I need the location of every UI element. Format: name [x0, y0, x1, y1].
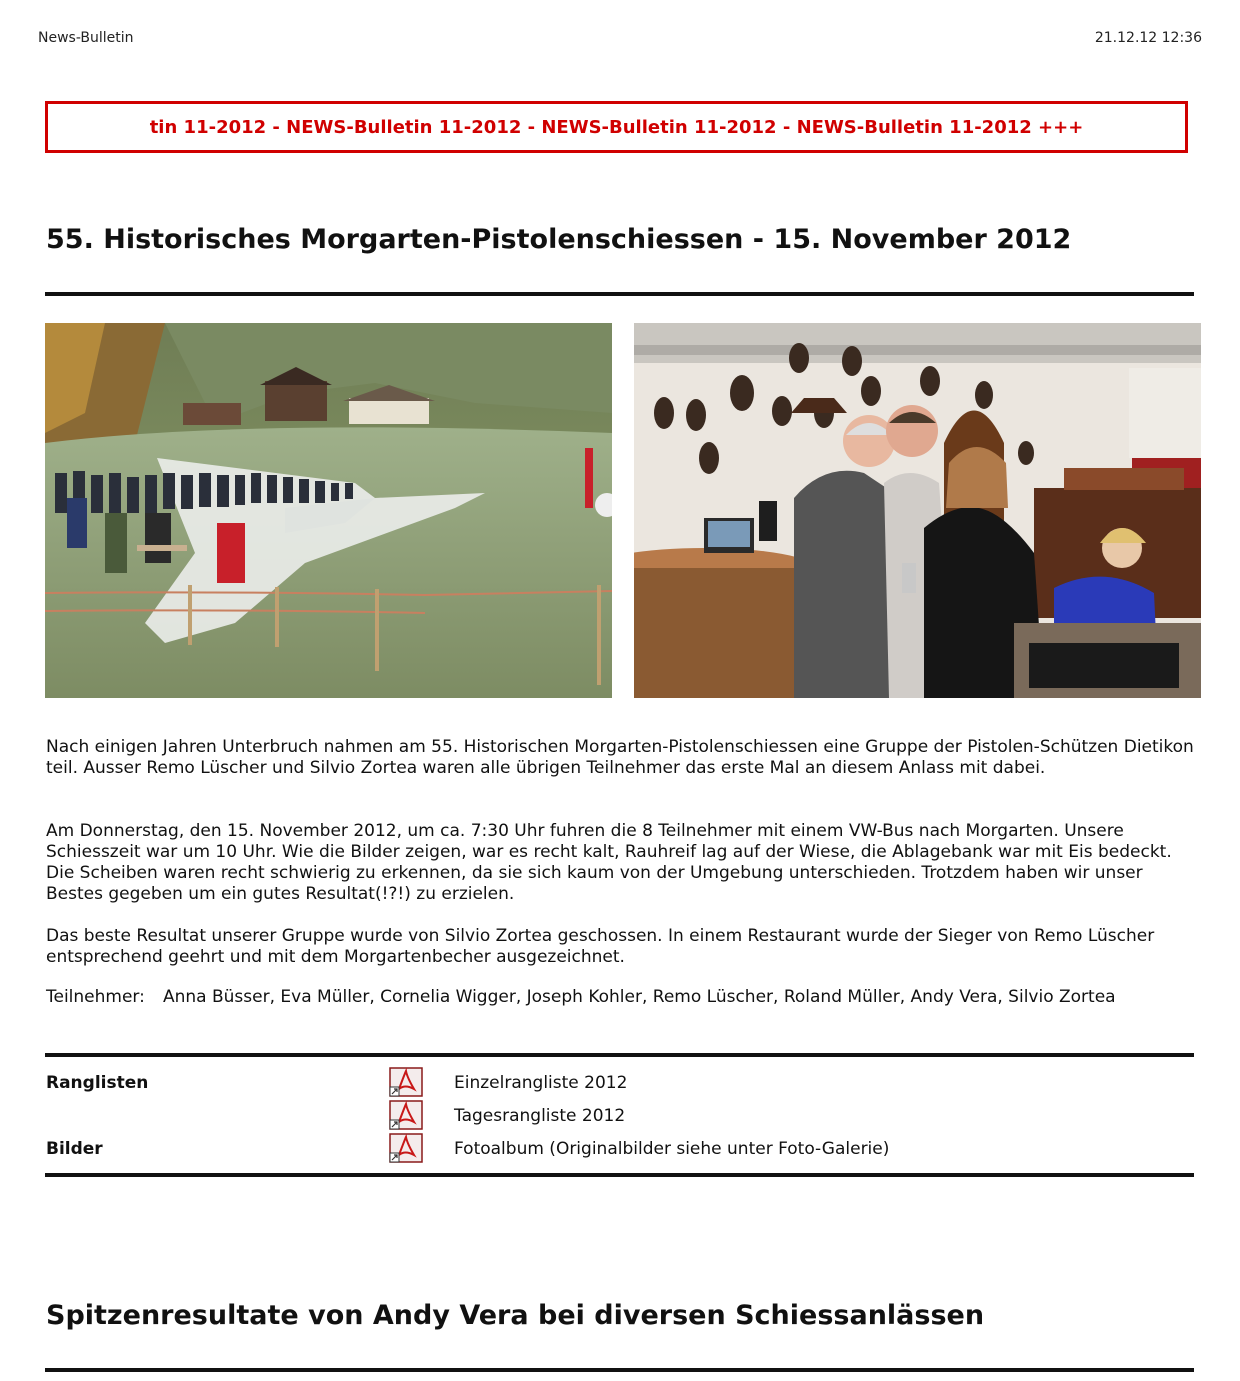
print-header	[38, 30, 1202, 50]
downloads-divider-top	[45, 1053, 1194, 1057]
news-ticker	[45, 101, 1188, 153]
article-paragraph: Am Donnerstag, den 15. November 2012, um ca. 7:30 Uhr fuhren die 8 Teilnehmer mit einem VW-Bus nach Morgarten. Unsere Schiesszeit war um 10 Uhr. Wie die Bilder zeigen, war es recht kalt, Rauhreif lag auf der Wiese, die Ablagebank war mit Eis bedeckt. Die Scheiben waren recht schwierig zu erkennen, da sie sich kaum von der Umgebung unterschieden. Trotzdem haben wir unser Bestes gegeben um ein gutes Resultat(!?!) zu erzielen.	[46, 821, 1172, 904]
participants-label: Teilnehmer:	[46, 987, 145, 1007]
article-title: 55. Historisches Morgarten-Pistolenschiessen - 15. November 2012	[46, 224, 1072, 255]
photo-restaurant-award	[634, 323, 1201, 698]
news-ticker-text: tin 11-2012 - NEWS-Bulletin 11-2012 - NEWS-Bulletin 11-2012 - NEWS-Bulletin 11-2012 +++	[149, 116, 1084, 138]
participants-list: Anna Büsser, Eva Müller, Cornelia Wigger, Joseph Kohler, Remo Lüscher, Roland Müller, Andy Vera, Silvio Zortea	[163, 987, 1116, 1007]
title-divider	[45, 292, 1194, 296]
tagesrangliste-link[interactable]: Tagesrangliste 2012	[454, 1106, 626, 1126]
pdf-file-icon[interactable]	[389, 1133, 423, 1163]
downloads-divider-bottom	[45, 1173, 1194, 1177]
article-paragraph: Das beste Resultat unserer Gruppe wurde von Silvio Zortea geschossen. In einem Restaurant wurde der Sieger von Remo Lüscher entsprechend geehrt und mit dem Morgartenbecher ausgezeichnet.	[46, 926, 1155, 967]
pdf-file-icon[interactable]	[389, 1067, 423, 1097]
photo-shooting-range	[45, 323, 612, 698]
einzelrangliste-link[interactable]: Einzelrangliste 2012	[454, 1073, 628, 1093]
title-divider-2	[45, 1368, 1194, 1372]
pdf-file-icon[interactable]	[389, 1100, 423, 1130]
article-title-2: Spitzenresultate von Andy Vera bei diversen Schiessanlässen	[46, 1300, 985, 1331]
fotoalbum-link[interactable]: Fotoalbum (Originalbilder siehe unter Foto-Galerie)	[454, 1139, 890, 1159]
article-paragraph: Nach einigen Jahren Unterbruch nahmen am 55. Historischen Morgarten-Pistolenschiessen eine Gruppe der Pistolen-Schützen Dietikon teil. Ausser Remo Lüscher und Silvio Zortea waren alle übrigen Teilnehmer das erste Mal an diesem Anlass mit dabei.	[46, 737, 1194, 778]
print-header-datetime: 21.12.12 12:36	[1094, 30, 1202, 46]
bilder-label: Bilder	[46, 1139, 103, 1159]
print-header-title: News-Bulletin	[38, 30, 134, 46]
ranglisten-label: Ranglisten	[46, 1073, 149, 1093]
